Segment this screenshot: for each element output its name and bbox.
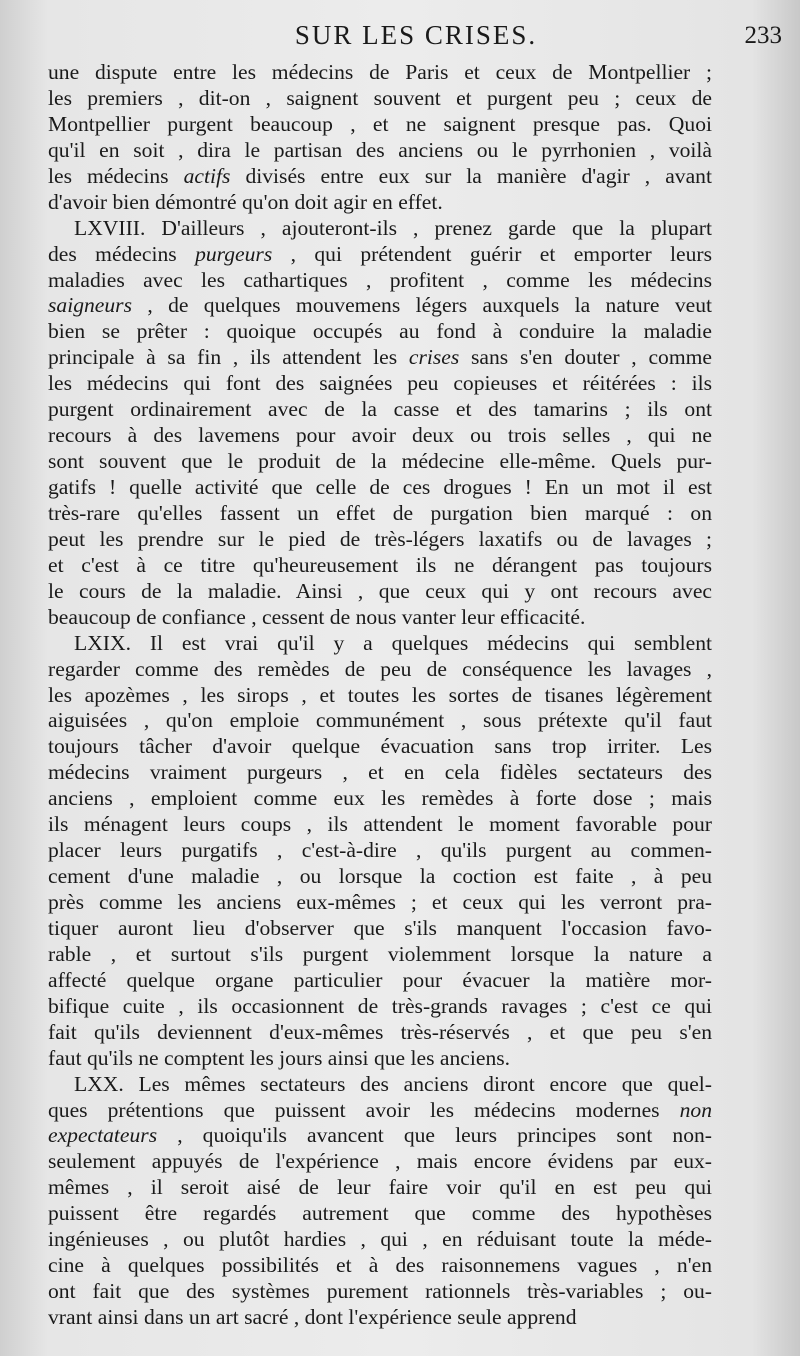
italic-term: non <box>679 1097 712 1122</box>
text-line: expectateurs , quoiqu'ils avancent que leurs principes sont non- <box>48 1123 712 1148</box>
text-line: vrant ainsi dans un art sacré , dont l'expérience seule apprend <box>48 1305 577 1329</box>
text-line: les médecins actifs divisés entre eux sur la manière d'agir , avant <box>48 163 712 188</box>
text-line: et c'est à ce titre qu'heureusement ils ne dérangent pas toujours <box>48 552 712 577</box>
text-line: ils ménagent leurs coups , ils attendent le moment favorable pour <box>48 812 712 837</box>
text-line: cement d'une maladie , ou lorsque la coction est faite , à peu <box>48 864 712 889</box>
text-line: ont fait que des systèmes purement rationnels très-variables ; ou- <box>48 1279 712 1304</box>
text-line: peut les prendre sur le pied de très-légers laxatifs ou de lavages ; <box>48 526 712 551</box>
text-line: placer leurs purgatifs , c'est-à-dire , qu'ils purgent au commen- <box>48 838 712 863</box>
italic-term: purgeurs <box>195 241 273 266</box>
text-line: bien se prêter : quoique occupés au fond à conduire la maladie <box>48 319 712 344</box>
text-line: fait qu'ils deviennent d'eux-mêmes très-réservés , et que peu s'en <box>48 1019 712 1044</box>
text-line: seulement appuyés de l'expérience , mais encore évidens par eux- <box>48 1149 712 1174</box>
text-line: les apozèmes , les sirops , et toutes les sortes de tisanes légèrement <box>48 682 712 707</box>
text-line: purgent ordinairement avec de la casse et des tamarins ; ils ont <box>48 397 712 422</box>
page-number: 233 <box>744 22 782 49</box>
text-line: une dispute entre les médecins de Paris et ceux de Montpellier ; <box>48 60 712 84</box>
text-line: beaucoup de confiance , cessent de nous vanter leur efficacité. <box>48 604 586 629</box>
text-line: Montpellier purgent beaucoup , et ne saignent presque pas. Quoi <box>48 111 712 136</box>
text-line: puissent être regardés autrement que comme des hypothèses <box>48 1201 712 1226</box>
text-line: des médecins purgeurs , qui prétendent guérir et emporter leurs <box>48 241 712 266</box>
text-line: LXX. Les mêmes sectateurs des anciens diront encore que quel- <box>74 1071 712 1096</box>
paragraph-LXIX <box>48 631 712 1072</box>
text-line: saigneurs , de quelques mouvemens légers auxquels la nature veut <box>48 293 712 318</box>
italic-term: saigneurs <box>48 293 132 318</box>
text-line: recours à des lavemens pour avoir deux ou trois selles , qui ne <box>48 423 712 448</box>
paragraph-cont <box>48 60 712 216</box>
text-line: principale à sa fin , ils attendent les crises sans s'en douter , comme <box>48 345 713 370</box>
text-line: faut qu'ils ne comptent les jours ainsi que les anciens. <box>48 1045 511 1070</box>
text-line: sont souvent que le produit de la médecine elle-même. Quels pur- <box>48 449 712 474</box>
text-line: regarder comme des remèdes de peu de conséquence les lavages , <box>48 656 712 681</box>
text-line: affecté quelque organe particulier pour évacuer la matière mor- <box>48 967 712 992</box>
text-line: tiquer auront lieu d'observer que s'ils manquent l'occasion favo- <box>48 915 712 940</box>
text-line: maladies avec les cathartiques , profitent , comme les médecins <box>48 267 712 292</box>
text-line: toujours tâcher d'avoir quelque évacuation sans trop irriter. Les <box>48 734 712 759</box>
text-line: près comme les anciens eux-mêmes ; et ceux qui les verront pra- <box>48 890 712 914</box>
text-line: gatifs ! quelle activité que celle de ces drogues ! En un mot il est <box>48 475 712 499</box>
text-line: bifique cuite , ils occasionnent de très-grands ravages ; c'est ce qui <box>48 993 712 1018</box>
text-line: les premiers , dit-on , saignent souvent et purgent peu ; ceux de <box>48 85 712 110</box>
text-line: d'avoir bien démontré qu'on doit agir en effet. <box>48 189 443 214</box>
body-text <box>48 60 712 1331</box>
text-line: médecins vraiment purgeurs , et en cela fidèles sectateurs des <box>48 760 712 785</box>
page-header <box>50 20 782 56</box>
text-line: très-rare qu'elles fassent un effet de purgation bien marqué : on <box>48 500 712 525</box>
running-head: SUR LES CRISES. <box>294 20 538 50</box>
text-line: ingénieuses , ou plutôt hardies , qui , en réduisant toute la méde- <box>48 1227 712 1252</box>
italic-term: expectateurs <box>48 1123 158 1148</box>
italic-term: crises <box>408 345 460 370</box>
text-line: LXVIII. D'ailleurs , ajouteront-ils , prenez garde que la plupart <box>74 215 712 240</box>
text-line: anciens , emploient comme eux les remèdes à forte dose ; mais <box>48 786 712 811</box>
text-line: LXIX. Il est vrai qu'il y a quelques médecins qui semblent <box>74 630 712 655</box>
paragraph-LXX <box>48 1072 712 1331</box>
italic-term: actifs <box>183 163 231 188</box>
text-line: les médecins qui font des saignées peu copieuses et réitérées : ils <box>48 371 712 396</box>
paragraph-LXVIII <box>48 216 712 631</box>
text-line: aiguisées , qu'on emploie communément , sous prétexte qu'il faut <box>48 708 712 733</box>
text-line: cine à quelques possibilités et à des raisonnemens vagues , n'en <box>48 1253 712 1278</box>
text-line: qu'il en soit , dira le partisan des anciens ou le pyrrhonien , voilà <box>48 137 712 162</box>
text-line: rable , et surtout s'ils purgent violemment lorsque la nature a <box>48 941 712 966</box>
text-line: mêmes , il seroit aisé de leur faire voir qu'il en est peu qui <box>48 1175 712 1200</box>
text-line: le cours de la maladie. Ainsi , que ceux qui y ont recours avec <box>48 578 712 603</box>
text-line: ques prétentions que puissent avoir les médecins modernes non <box>48 1097 712 1122</box>
